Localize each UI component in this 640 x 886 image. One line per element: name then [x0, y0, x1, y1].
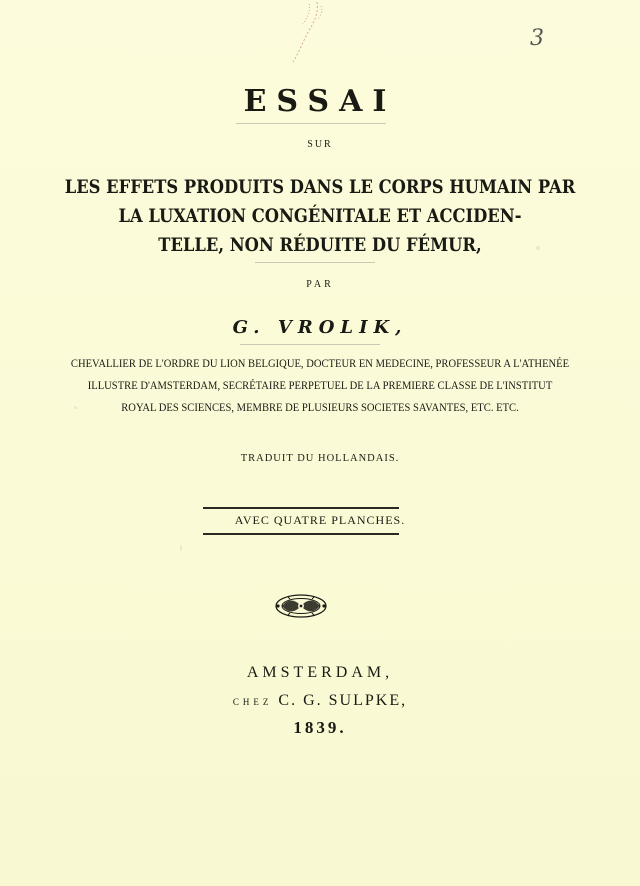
imprint-publisher-line: [0, 692, 640, 710]
subtitle-line-2: LA LUXATION CONGÉNITALE ET ACCIDEN-: [118, 205, 522, 227]
paper-spot: [74, 406, 77, 409]
library-stamp-icon: [283, 0, 333, 70]
subtitle-line-3: TELLE, NON RÉDUITE DU FÉMUR,: [158, 234, 482, 256]
paper-spot: [180, 545, 182, 551]
subtitle-line-1: LES EFFETS PRODUITS DANS LE CORPS HUMAIN PAR: [64, 176, 576, 198]
paper-spot: [536, 246, 540, 250]
author-divider: [240, 344, 380, 345]
sur-label: SUR: [307, 139, 333, 150]
author-name: G. VROLIK,: [232, 317, 408, 338]
imprint-city: AMSTERDAM,: [246, 664, 394, 681]
main-title: ESSAI: [243, 84, 397, 119]
author-description-line-3: ROYAL DES SCIENCES, MEMBRE DE PLUSIEURS SOCIETES SAVANTES, ETC. ETC.: [121, 402, 519, 414]
imprint-publisher: C. G. SULPKE,: [278, 692, 408, 709]
par-label: PAR: [306, 279, 334, 290]
printer-ornament-icon: [274, 592, 328, 620]
plates-note: AVEC QUATRE PLANCHES.: [234, 513, 406, 527]
title-divider: [236, 123, 386, 124]
subtitle-divider: [255, 262, 375, 263]
imprint-chez: CHEZ: [232, 697, 273, 707]
author-description-line-1: CHEVALLIER DE L'ORDRE DU LION BELGIQUE, DOCTEUR EN MEDECINE, PROFESSEUR A L'ATHENÉE: [70, 358, 570, 370]
page-number: 3: [530, 26, 544, 51]
plates-top-rule: [203, 507, 399, 509]
imprint-year: 1839.: [293, 718, 347, 737]
translation-note: TRADUIT DU HOLLANDAIS.: [240, 453, 400, 464]
author-description-line-2: ILLUSTRE D'AMSTERDAM, SECRÉTAIRE PERPETUEL DE LA PREMIERE CLASSE DE L'INSTITUT: [87, 380, 553, 392]
plates-bottom-rule: [203, 533, 399, 535]
